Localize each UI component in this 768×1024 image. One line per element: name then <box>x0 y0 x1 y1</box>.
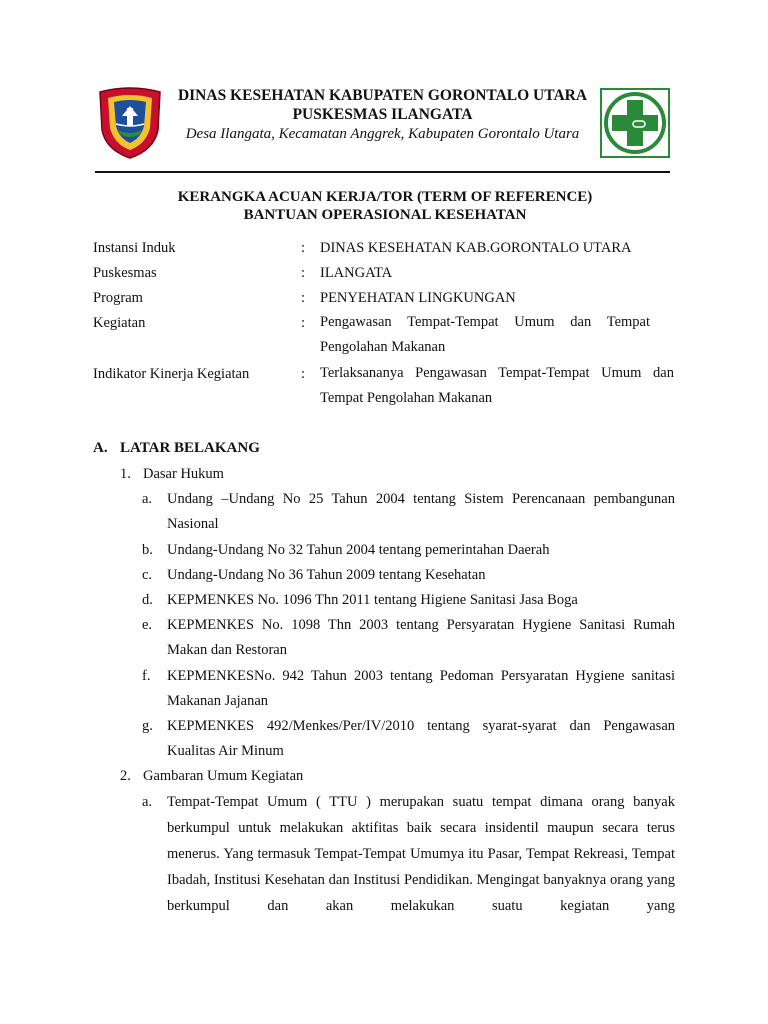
paragraph-text: Tempat-Tempat Umum ( TTU ) merupakan suatu tempat dimana orang banyak berkumpul untuk melakukan aktifitas baik secara insidentil maupun secara terus menerus. Yang termasuk Tempat-Tempat Umumya itu Pasar, Tempat Rekreasi, Tempat Ibadah, Institusi Kesehatan dan Institusi Pendidikan. Mengingat banyaknya orang yang berkumpul dan akan melakukan suatu kegiatan yang <box>167 794 675 914</box>
info-label: Puskesmas <box>93 265 157 281</box>
info-value: ILANGATA <box>320 265 393 281</box>
subsection-number: 1. <box>120 466 131 482</box>
list-item <box>142 487 675 537</box>
list-marker: g. <box>142 718 153 734</box>
info-colon: : <box>301 366 306 382</box>
list-item <box>142 588 675 613</box>
subsection-number: 2. <box>120 768 131 784</box>
info-value: Pengawasan Tempat-Tempat Umum dan Tempat Pengolahan Makanan <box>320 314 650 355</box>
list-item <box>142 538 675 563</box>
section-letter: A. <box>93 440 108 456</box>
list-marker: c. <box>142 567 153 583</box>
info-value: DINAS KESEHATAN KAB.GORONTALO UTARA <box>320 240 632 256</box>
list-text: KEPMENKESNo. 942 Tahun 2003 tentang Pedoman Persyaratan Hygiene sanitasi Makanan Jajanan <box>167 668 675 709</box>
document-title: KERANGKA ACUAN KERJA/TOR (TERM OF REFERENCE) <box>177 189 593 205</box>
list-item <box>142 613 675 663</box>
section-title: LATAR BELAKANG <box>120 440 260 456</box>
list-marker: d. <box>142 592 153 608</box>
agency-name: DINAS KESEHATAN KABUPATEN GORONTALO UTARA <box>177 87 588 104</box>
header-divider <box>95 171 670 173</box>
list-item <box>142 563 675 588</box>
info-label: Kegiatan <box>93 315 146 331</box>
section-heading <box>93 440 260 457</box>
list-marker: a. <box>142 491 153 507</box>
subsection-heading <box>120 768 303 785</box>
list-marker: a. <box>142 794 153 810</box>
document-subtitle: BANTUAN OPERASIONAL KESEHATAN <box>243 207 527 223</box>
subsection-title: Dasar Hukum <box>143 466 224 482</box>
info-colon: : <box>301 290 306 306</box>
puskesmas-cross-icon <box>600 88 670 158</box>
list-item <box>142 664 675 714</box>
list-text: Undang –Undang No 25 Tahun 2004 tentang Sistem Perencanaan pembangunan Nasional <box>167 491 675 532</box>
overview-paragraph <box>142 789 675 919</box>
puskesmas-name: PUSKESMAS ILANGATA <box>292 106 473 123</box>
info-value: Terlaksananya Pengawasan Tempat-Tempat Umum dan Tempat Pengolahan Makanan <box>320 365 674 406</box>
info-value: PENYEHATAN LINGKUNGAN <box>320 290 516 306</box>
info-label: Instansi Induk <box>93 240 176 256</box>
info-colon: : <box>301 240 306 256</box>
subsection-title: Gambaran Umum Kegiatan <box>143 768 304 784</box>
list-text: KEPMENKES No. 1098 Thn 2003 tentang Persyaratan Hygiene Sanitasi Rumah Makan dan Restoran <box>167 617 675 658</box>
info-label: Indikator Kinerja Kegiatan <box>93 366 250 382</box>
agency-address: Desa Ilangata, Kecamatan Anggrek, Kabupaten Gorontalo Utara <box>185 126 580 142</box>
list-marker: e. <box>142 617 153 633</box>
info-label: Program <box>93 290 143 306</box>
list-marker: b. <box>142 542 153 558</box>
subsection-heading <box>120 466 224 483</box>
info-colon: : <box>301 265 306 281</box>
list-text: Undang-Undang No 36 Tahun 2009 tentang Kesehatan <box>167 567 486 583</box>
list-text: KEPMENKES No. 1096 Thn 2011 tentang Higiene Sanitasi Jasa Boga <box>167 592 578 608</box>
list-text: Undang-Undang No 32 Tahun 2004 tentang pemerintahan Daerah <box>167 542 550 558</box>
list-item <box>142 714 675 764</box>
list-text: KEPMENKES 492/Menkes/Per/IV/2010 tentang syarat-syarat dan Pengawasan Kualitas Air Minum <box>167 718 675 759</box>
info-colon: : <box>301 315 306 331</box>
regency-emblem-icon <box>96 86 164 160</box>
list-marker: f. <box>142 668 151 684</box>
